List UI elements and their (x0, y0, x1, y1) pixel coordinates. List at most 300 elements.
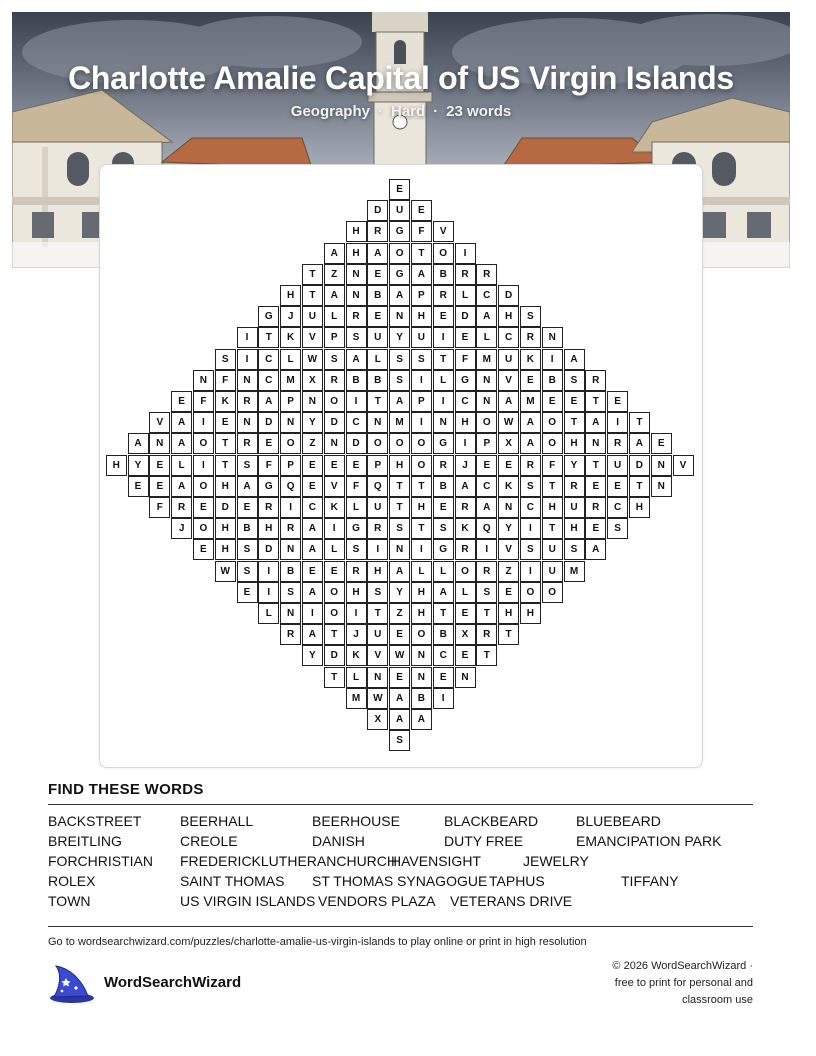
grid-cell[interactable]: U (367, 624, 388, 645)
grid-cell[interactable]: L (455, 582, 476, 603)
grid-cell[interactable]: E (607, 476, 628, 497)
grid-cell[interactable]: Z (498, 561, 519, 582)
grid-cell[interactable]: T (302, 285, 323, 306)
grid-cell[interactable]: C (476, 476, 497, 497)
grid-cell[interactable]: I (346, 391, 367, 412)
grid-cell[interactable]: S (520, 306, 541, 327)
grid-cell[interactable]: O (367, 433, 388, 454)
grid-cell[interactable]: A (171, 476, 192, 497)
grid-cell[interactable]: T (476, 603, 497, 624)
grid-cell[interactable]: H (258, 518, 279, 539)
grid-cell[interactable]: O (193, 476, 214, 497)
grid-cell[interactable]: G (455, 370, 476, 391)
grid-cell[interactable]: T (498, 624, 519, 645)
grid-cell[interactable]: P (280, 455, 301, 476)
grid-cell[interactable]: H (498, 306, 519, 327)
grid-cell[interactable]: V (673, 455, 694, 476)
grid-cell[interactable]: U (367, 327, 388, 348)
grid-cell[interactable]: S (346, 327, 367, 348)
grid-cell[interactable]: E (411, 200, 432, 221)
grid-cell[interactable]: E (476, 455, 497, 476)
grid-cell[interactable]: J (171, 518, 192, 539)
grid-cell[interactable]: I (433, 688, 454, 709)
grid-cell[interactable]: U (542, 539, 563, 560)
grid-cell[interactable]: H (542, 497, 563, 518)
grid-cell[interactable]: S (237, 455, 258, 476)
grid-cell[interactable]: N (346, 285, 367, 306)
grid-cell[interactable]: N (149, 433, 170, 454)
grid-cell[interactable]: E (302, 476, 323, 497)
grid-cell[interactable]: E (149, 455, 170, 476)
grid-cell[interactable]: I (258, 561, 279, 582)
grid-cell[interactable]: S (607, 518, 628, 539)
grid-cell[interactable]: I (520, 518, 541, 539)
grid-cell[interactable]: A (564, 349, 585, 370)
grid-cell[interactable]: R (433, 285, 454, 306)
grid-cell[interactable]: I (193, 455, 214, 476)
grid-cell[interactable]: I (520, 561, 541, 582)
grid-cell[interactable]: T (215, 433, 236, 454)
grid-cell[interactable]: N (476, 391, 497, 412)
grid-cell[interactable]: L (324, 306, 345, 327)
grid-cell[interactable]: N (367, 412, 388, 433)
grid-cell[interactable]: T (433, 349, 454, 370)
grid-cell[interactable]: S (411, 349, 432, 370)
grid-cell[interactable]: A (520, 412, 541, 433)
grid-cell[interactable]: E (455, 603, 476, 624)
grid-cell[interactable]: O (411, 433, 432, 454)
grid-cell[interactable]: W (498, 412, 519, 433)
grid-cell[interactable]: S (324, 349, 345, 370)
grid-cell[interactable]: A (476, 306, 497, 327)
grid-cell[interactable]: P (411, 391, 432, 412)
grid-cell[interactable]: H (498, 603, 519, 624)
grid-cell[interactable]: A (476, 497, 497, 518)
grid-cell[interactable]: T (433, 603, 454, 624)
grid-cell[interactable]: O (542, 582, 563, 603)
grid-cell[interactable]: H (455, 412, 476, 433)
grid-cell[interactable]: O (389, 243, 410, 264)
grid-cell[interactable]: U (367, 497, 388, 518)
grid-cell[interactable]: B (280, 561, 301, 582)
grid-cell[interactable]: L (280, 349, 301, 370)
grid-cell[interactable]: T (542, 476, 563, 497)
grid-cell[interactable]: T (215, 455, 236, 476)
grid-cell[interactable]: C (302, 497, 323, 518)
grid-cell[interactable]: J (280, 306, 301, 327)
grid-cell[interactable]: D (498, 285, 519, 306)
grid-cell[interactable]: A (389, 688, 410, 709)
grid-cell[interactable]: Y (302, 412, 323, 433)
grid-cell[interactable]: Y (564, 455, 585, 476)
grid-cell[interactable]: E (215, 412, 236, 433)
grid-cell[interactable]: N (433, 412, 454, 433)
grid-cell[interactable]: S (476, 582, 497, 603)
grid-cell[interactable]: N (280, 603, 301, 624)
grid-cell[interactable]: H (367, 561, 388, 582)
grid-cell[interactable]: U (411, 327, 432, 348)
grid-cell[interactable]: E (302, 455, 323, 476)
grid-cell[interactable]: Y (389, 327, 410, 348)
grid-cell[interactable]: B (433, 624, 454, 645)
grid-cell[interactable]: I (433, 327, 454, 348)
grid-cell[interactable]: P (280, 391, 301, 412)
grid-cell[interactable]: N (193, 370, 214, 391)
grid-cell[interactable]: K (346, 645, 367, 666)
grid-cell[interactable]: S (215, 349, 236, 370)
grid-cell[interactable]: T (411, 476, 432, 497)
grid-cell[interactable]: T (324, 667, 345, 688)
grid-cell[interactable]: R (455, 497, 476, 518)
grid-cell[interactable]: W (389, 645, 410, 666)
grid-cell[interactable]: E (346, 455, 367, 476)
grid-cell[interactable]: A (389, 285, 410, 306)
grid-cell[interactable]: Y (128, 455, 149, 476)
grid-cell[interactable]: N (476, 370, 497, 391)
grid-cell[interactable]: F (346, 476, 367, 497)
grid-cell[interactable]: E (455, 327, 476, 348)
grid-cell[interactable]: A (302, 539, 323, 560)
grid-cell[interactable]: S (237, 539, 258, 560)
grid-cell[interactable]: A (324, 285, 345, 306)
grid-cell[interactable]: F (215, 370, 236, 391)
grid-cell[interactable]: R (324, 370, 345, 391)
grid-cell[interactable]: K (280, 327, 301, 348)
grid-cell[interactable]: E (498, 455, 519, 476)
grid-cell[interactable]: Q (367, 476, 388, 497)
grid-cell[interactable]: T (585, 455, 606, 476)
grid-cell[interactable]: K (455, 518, 476, 539)
grid-cell[interactable]: E (651, 433, 672, 454)
grid-cell[interactable]: H (346, 582, 367, 603)
grid-cell[interactable]: N (585, 433, 606, 454)
grid-cell[interactable]: H (520, 603, 541, 624)
grid-cell[interactable]: N (411, 645, 432, 666)
grid-cell[interactable]: X (367, 709, 388, 730)
grid-cell[interactable]: Y (302, 645, 323, 666)
grid-cell[interactable]: N (237, 412, 258, 433)
grid-cell[interactable]: A (302, 624, 323, 645)
grid-cell[interactable]: N (280, 412, 301, 433)
grid-cell[interactable]: S (346, 539, 367, 560)
grid-cell[interactable]: O (542, 433, 563, 454)
grid-cell[interactable]: N (651, 455, 672, 476)
grid-cell[interactable]: A (585, 412, 606, 433)
grid-cell[interactable]: V (324, 476, 345, 497)
grid-cell[interactable]: O (193, 518, 214, 539)
grid-cell[interactable]: L (367, 349, 388, 370)
grid-cell[interactable]: G (258, 306, 279, 327)
grid-cell[interactable]: R (280, 624, 301, 645)
grid-cell[interactable]: I (411, 370, 432, 391)
grid-cell[interactable]: A (258, 391, 279, 412)
grid-cell[interactable]: B (237, 518, 258, 539)
grid-cell[interactable]: F (411, 221, 432, 242)
grid-cell[interactable]: A (128, 433, 149, 454)
grid-cell[interactable]: X (302, 370, 323, 391)
grid-cell[interactable]: L (258, 603, 279, 624)
grid-cell[interactable]: T (389, 476, 410, 497)
grid-cell[interactable]: A (411, 709, 432, 730)
grid-cell[interactable]: S (367, 582, 388, 603)
grid-cell[interactable]: O (411, 455, 432, 476)
grid-cell[interactable]: O (455, 561, 476, 582)
grid-cell[interactable]: S (433, 518, 454, 539)
grid-cell[interactable]: I (367, 539, 388, 560)
grid-cell[interactable]: A (367, 243, 388, 264)
grid-cell[interactable]: H (215, 539, 236, 560)
grid-cell[interactable]: B (367, 370, 388, 391)
grid-cell[interactable]: K (215, 391, 236, 412)
grid-cell[interactable]: N (389, 539, 410, 560)
grid-cell[interactable]: R (367, 518, 388, 539)
grid-cell[interactable]: H (564, 518, 585, 539)
grid-cell[interactable]: E (367, 306, 388, 327)
grid-cell[interactable]: F (542, 455, 563, 476)
grid-cell[interactable]: S (389, 349, 410, 370)
grid-cell[interactable]: P (324, 327, 345, 348)
grid-cell[interactable]: N (367, 667, 388, 688)
grid-cell[interactable]: S (520, 539, 541, 560)
grid-cell[interactable]: F (149, 497, 170, 518)
grid-cell[interactable]: T (367, 603, 388, 624)
grid-cell[interactable]: I (237, 349, 258, 370)
grid-cell[interactable]: A (324, 243, 345, 264)
grid-cell[interactable]: B (542, 370, 563, 391)
grid-cell[interactable]: R (237, 391, 258, 412)
grid-cell[interactable]: E (324, 455, 345, 476)
grid-cell[interactable]: C (498, 327, 519, 348)
grid-cell[interactable]: O (324, 582, 345, 603)
grid-cell[interactable]: O (389, 433, 410, 454)
grid-cell[interactable]: E (324, 561, 345, 582)
grid-cell[interactable]: I (433, 391, 454, 412)
grid-cell[interactable]: Q (280, 476, 301, 497)
grid-cell[interactable]: D (324, 645, 345, 666)
grid-cell[interactable]: B (433, 476, 454, 497)
grid-cell[interactable]: N (411, 667, 432, 688)
grid-cell[interactable]: O (193, 433, 214, 454)
grid-cell[interactable]: E (367, 264, 388, 285)
grid-cell[interactable]: N (280, 539, 301, 560)
grid-cell[interactable]: H (411, 582, 432, 603)
grid-cell[interactable]: T (411, 243, 432, 264)
grid-cell[interactable]: O (280, 433, 301, 454)
grid-cell[interactable]: R (346, 306, 367, 327)
grid-cell[interactable]: J (455, 455, 476, 476)
grid-cell[interactable]: E (433, 497, 454, 518)
grid-cell[interactable]: A (302, 582, 323, 603)
grid-cell[interactable]: D (367, 200, 388, 221)
grid-cell[interactable]: U (542, 561, 563, 582)
grid-cell[interactable]: U (498, 349, 519, 370)
grid-cell[interactable]: J (346, 624, 367, 645)
grid-cell[interactable]: A (498, 391, 519, 412)
grid-cell[interactable]: N (302, 391, 323, 412)
grid-cell[interactable]: D (215, 497, 236, 518)
grid-cell[interactable]: F (455, 349, 476, 370)
grid-cell[interactable]: T (629, 412, 650, 433)
grid-cell[interactable]: H (389, 455, 410, 476)
grid-cell[interactable]: R (476, 561, 497, 582)
grid-cell[interactable]: C (258, 349, 279, 370)
grid-cell[interactable]: C (433, 645, 454, 666)
grid-cell[interactable]: D (629, 455, 650, 476)
grid-cell[interactable]: K (498, 476, 519, 497)
grid-cell[interactable]: A (171, 433, 192, 454)
grid-cell[interactable]: B (346, 370, 367, 391)
grid-cell[interactable]: I (324, 518, 345, 539)
grid-cell[interactable]: E (128, 476, 149, 497)
grid-cell[interactable]: O (411, 624, 432, 645)
grid-cell[interactable]: F (258, 455, 279, 476)
grid-cell[interactable]: I (607, 412, 628, 433)
grid-cell[interactable]: R (433, 455, 454, 476)
grid-cell[interactable]: A (237, 476, 258, 497)
grid-cell[interactable]: C (258, 370, 279, 391)
grid-cell[interactable]: O (542, 412, 563, 433)
grid-cell[interactable]: L (171, 455, 192, 476)
grid-cell[interactable]: N (542, 327, 563, 348)
grid-cell[interactable]: T (324, 624, 345, 645)
grid-cell[interactable]: E (258, 433, 279, 454)
grid-cell[interactable]: E (193, 497, 214, 518)
grid-cell[interactable]: B (367, 285, 388, 306)
grid-cell[interactable]: T (564, 412, 585, 433)
grid-cell[interactable]: A (455, 476, 476, 497)
grid-cell[interactable]: H (280, 285, 301, 306)
grid-cell[interactable]: E (585, 518, 606, 539)
grid-cell[interactable]: D (455, 306, 476, 327)
grid-cell[interactable]: P (476, 433, 497, 454)
grid-cell[interactable]: U (564, 497, 585, 518)
grid-cell[interactable]: V (433, 221, 454, 242)
grid-cell[interactable]: H (564, 433, 585, 454)
grid-cell[interactable]: S (520, 476, 541, 497)
grid-cell[interactable]: L (324, 539, 345, 560)
grid-cell[interactable]: C (346, 412, 367, 433)
grid-cell[interactable]: Y (389, 582, 410, 603)
grid-cell[interactable]: B (411, 688, 432, 709)
grid-cell[interactable]: N (346, 264, 367, 285)
grid-cell[interactable]: R (346, 561, 367, 582)
grid-cell[interactable]: L (455, 285, 476, 306)
grid-cell[interactable]: A (171, 412, 192, 433)
grid-cell[interactable]: E (498, 582, 519, 603)
grid-cell[interactable]: O (520, 582, 541, 603)
grid-cell[interactable]: T (258, 327, 279, 348)
grid-cell[interactable]: R (258, 497, 279, 518)
grid-cell[interactable]: C (607, 497, 628, 518)
grid-cell[interactable]: R (280, 518, 301, 539)
grid-cell[interactable]: H (629, 497, 650, 518)
grid-cell[interactable]: H (411, 603, 432, 624)
grid-cell[interactable]: R (564, 476, 585, 497)
grid-cell[interactable]: O (324, 603, 345, 624)
grid-cell[interactable]: G (389, 221, 410, 242)
grid-cell[interactable]: I (302, 603, 323, 624)
grid-cell[interactable]: L (433, 561, 454, 582)
grid-cell[interactable]: T (476, 645, 497, 666)
grid-cell[interactable]: C (520, 497, 541, 518)
grid-cell[interactable]: K (520, 349, 541, 370)
grid-cell[interactable]: M (346, 688, 367, 709)
grid-cell[interactable]: I (193, 412, 214, 433)
grid-cell[interactable]: U (607, 455, 628, 476)
grid-cell[interactable]: R (237, 433, 258, 454)
grid-cell[interactable]: H (346, 243, 367, 264)
grid-cell[interactable]: S (564, 539, 585, 560)
grid-cell[interactable]: I (237, 327, 258, 348)
grid-cell[interactable]: G (389, 264, 410, 285)
grid-cell[interactable]: A (433, 582, 454, 603)
grid-cell[interactable]: T (542, 518, 563, 539)
grid-cell[interactable]: V (302, 327, 323, 348)
grid-cell[interactable]: G (258, 476, 279, 497)
grid-cell[interactable]: M (389, 412, 410, 433)
grid-cell[interactable]: O (324, 391, 345, 412)
grid-cell[interactable]: E (585, 476, 606, 497)
grid-cell[interactable]: L (411, 561, 432, 582)
grid-cell[interactable]: D (346, 433, 367, 454)
grid-cell[interactable]: S (564, 370, 585, 391)
grid-cell[interactable]: A (411, 264, 432, 285)
grid-cell[interactable]: L (476, 327, 497, 348)
grid-cell[interactable]: U (302, 306, 323, 327)
grid-cell[interactable]: T (367, 391, 388, 412)
grid-cell[interactable]: E (237, 497, 258, 518)
grid-cell[interactable]: S (389, 518, 410, 539)
grid-cell[interactable]: N (498, 497, 519, 518)
grid-cell[interactable]: A (520, 433, 541, 454)
grid-cell[interactable]: I (476, 539, 497, 560)
grid-cell[interactable]: T (411, 518, 432, 539)
grid-cell[interactable]: H (215, 476, 236, 497)
grid-cell[interactable]: D (258, 412, 279, 433)
grid-cell[interactable]: E (193, 539, 214, 560)
grid-cell[interactable]: L (346, 497, 367, 518)
grid-cell[interactable]: R (520, 455, 541, 476)
grid-cell[interactable]: X (498, 433, 519, 454)
grid-cell[interactable]: W (367, 688, 388, 709)
grid-cell[interactable]: E (389, 624, 410, 645)
grid-cell[interactable]: N (651, 476, 672, 497)
grid-cell[interactable]: H (346, 221, 367, 242)
grid-cell[interactable]: N (324, 433, 345, 454)
grid-cell[interactable]: V (367, 645, 388, 666)
grid-cell[interactable]: N (237, 370, 258, 391)
grid-cell[interactable]: H (215, 518, 236, 539)
footer-link[interactable]: Go to wordsearchwizard.com/puzzles/charlotte-amalie-us-virgin-islands to play online or print in high resolution (48, 936, 587, 948)
grid-cell[interactable]: X (455, 624, 476, 645)
grid-cell[interactable]: A (302, 518, 323, 539)
grid-cell[interactable]: Z (389, 603, 410, 624)
grid-cell[interactable]: C (476, 285, 497, 306)
grid-cell[interactable]: Z (302, 433, 323, 454)
grid-cell[interactable]: H (411, 306, 432, 327)
grid-cell[interactable]: S (389, 370, 410, 391)
grid-cell[interactable]: E (607, 391, 628, 412)
grid-cell[interactable]: V (149, 412, 170, 433)
grid-cell[interactable]: R (585, 370, 606, 391)
grid-cell[interactable]: I (258, 582, 279, 603)
grid-cell[interactable]: U (389, 200, 410, 221)
grid-cell[interactable]: S (237, 561, 258, 582)
grid-cell[interactable]: H (411, 497, 432, 518)
grid-cell[interactable]: E (542, 391, 563, 412)
grid-cell[interactable]: A (389, 391, 410, 412)
grid-cell[interactable]: Q (476, 518, 497, 539)
